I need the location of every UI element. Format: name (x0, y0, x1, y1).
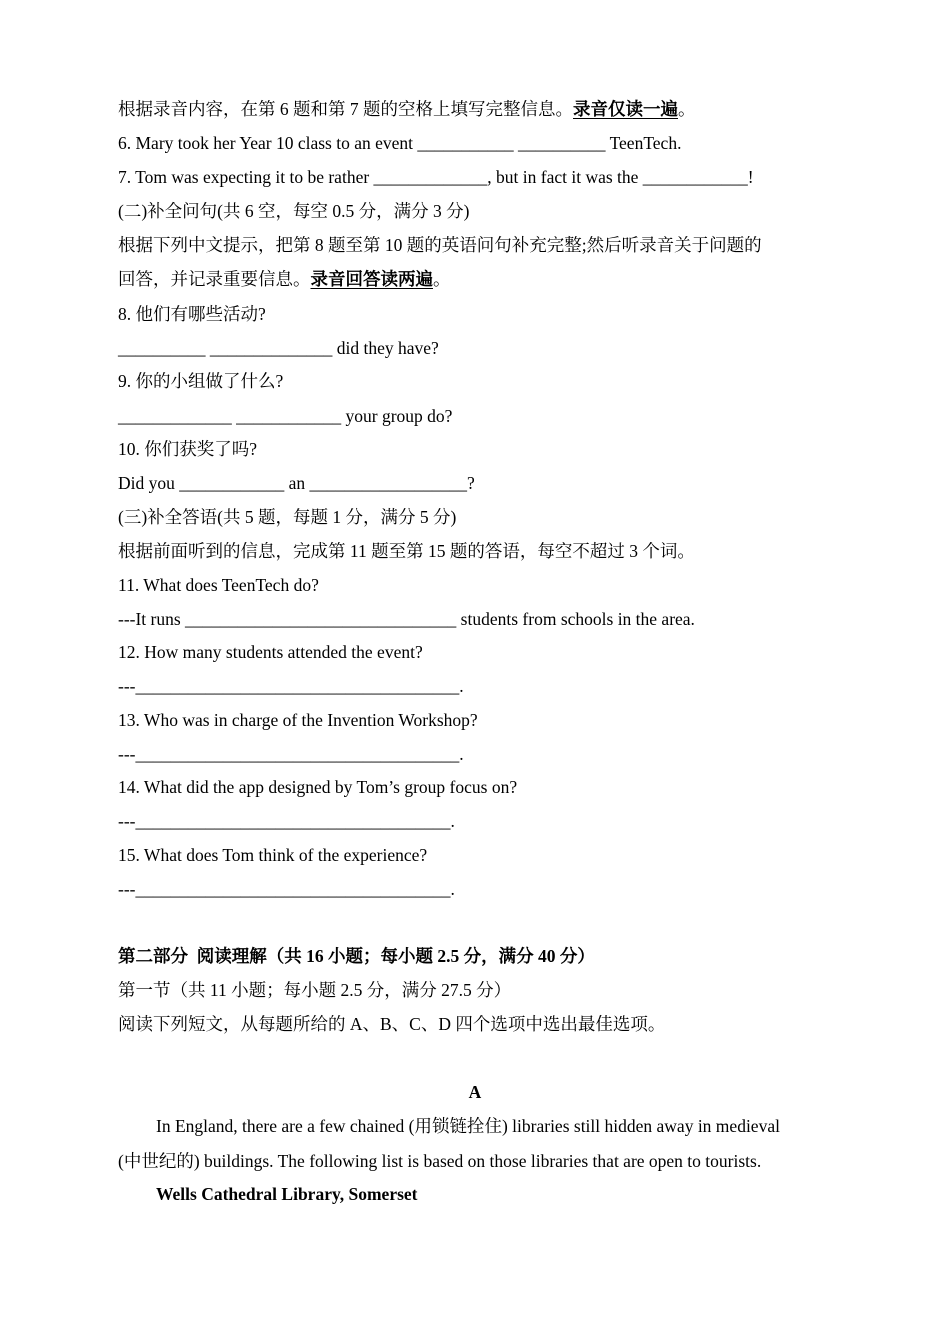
question-9-chinese: 9. 你的小组做了什么? (118, 371, 284, 391)
question-10-english: Did you ____________ an __________________? (118, 473, 475, 493)
answer-15: ---____________________________________. (118, 879, 455, 899)
section-2-intro-end: 。 (433, 269, 451, 289)
section-2-title: (二)补全问句(共 6 空，每空 0.5 分，满分 3 分) (118, 201, 470, 221)
question-8-english: __________ ______________ did they have? (118, 338, 439, 358)
passage-paragraph-line2: (中世纪的) buildings. The following list is based on those libraries that are open to tourists. (118, 1151, 762, 1171)
answer-13: ---_____________________________________. (118, 744, 464, 764)
section-2-intro-line2 (118, 267, 451, 291)
question-13: 13. Who was in charge of the Invention Workshop? (118, 710, 478, 730)
reading-part-title: 第二部分 阅读理解（共 16 小题；每小题 2.5 分，满分 40 分） (118, 946, 595, 966)
section-3-intro: 根据前面听到的信息，完成第 11 题至第 15 题的答语，每空不超过 3 个词。 (118, 541, 695, 561)
passage-paragraph-line1: In England, there are a few chained (用锁链拴住) libraries still hidden away in medieval (156, 1116, 780, 1136)
intro-emphasis: 录音仅读一遍 (573, 99, 678, 119)
intro-text: 根据录音内容，在第 6 题和第 7 题的空格上填写完整信息。 (118, 99, 573, 119)
answer-11: ---It runs _______________________________ students from schools in the area. (118, 609, 695, 629)
question-9-english: _____________ ____________ your group do? (118, 406, 453, 426)
question-15: 15. What does Tom think of the experience? (118, 845, 428, 865)
question-12: 12. How many students attended the event? (118, 642, 423, 662)
passage-label: A (468, 1082, 482, 1102)
question-14: 14. What did the app designed by Tom’s group focus on? (118, 777, 518, 797)
question-11: 11. What does TeenTech do? (118, 575, 319, 595)
reading-instruction: 阅读下列短文，从每题所给的 A、B、C、D 四个选项中选出最佳选项。 (118, 1014, 666, 1034)
question-8-chinese: 8. 他们有哪些活动? (118, 304, 266, 324)
section-3-title: (三)补全答语(共 5 题，每题 1 分，满分 5 分) (118, 507, 457, 527)
section-2-intro-text: 回答，并记录重要信息。 (118, 269, 311, 289)
intro-end: 。 (678, 99, 696, 119)
answer-12: ---_____________________________________. (118, 676, 464, 696)
question-10-chinese: 10. 你们获奖了吗? (118, 439, 258, 459)
reading-section-1: 第一节（共 11 小题；每小题 2.5 分，满分 27.5 分） (118, 980, 512, 1000)
question-6: 6. Mary took her Year 10 class to an event ___________ __________ TeenTech. (118, 133, 682, 153)
question-7: 7. Tom was expecting it to be rather _____________, but in fact it was the ____________! (118, 167, 754, 187)
answer-14: ---____________________________________. (118, 811, 455, 831)
section-2-intro-line1: 根据下列中文提示，把第 8 题至第 10 题的英语问句补充完整;然后听录音关于问题的 (118, 235, 762, 255)
listening-intro (118, 97, 696, 121)
passage-subheading: Wells Cathedral Library, Somerset (156, 1184, 418, 1204)
section-2-intro-emphasis: 录音回答读两遍 (310, 269, 433, 289)
